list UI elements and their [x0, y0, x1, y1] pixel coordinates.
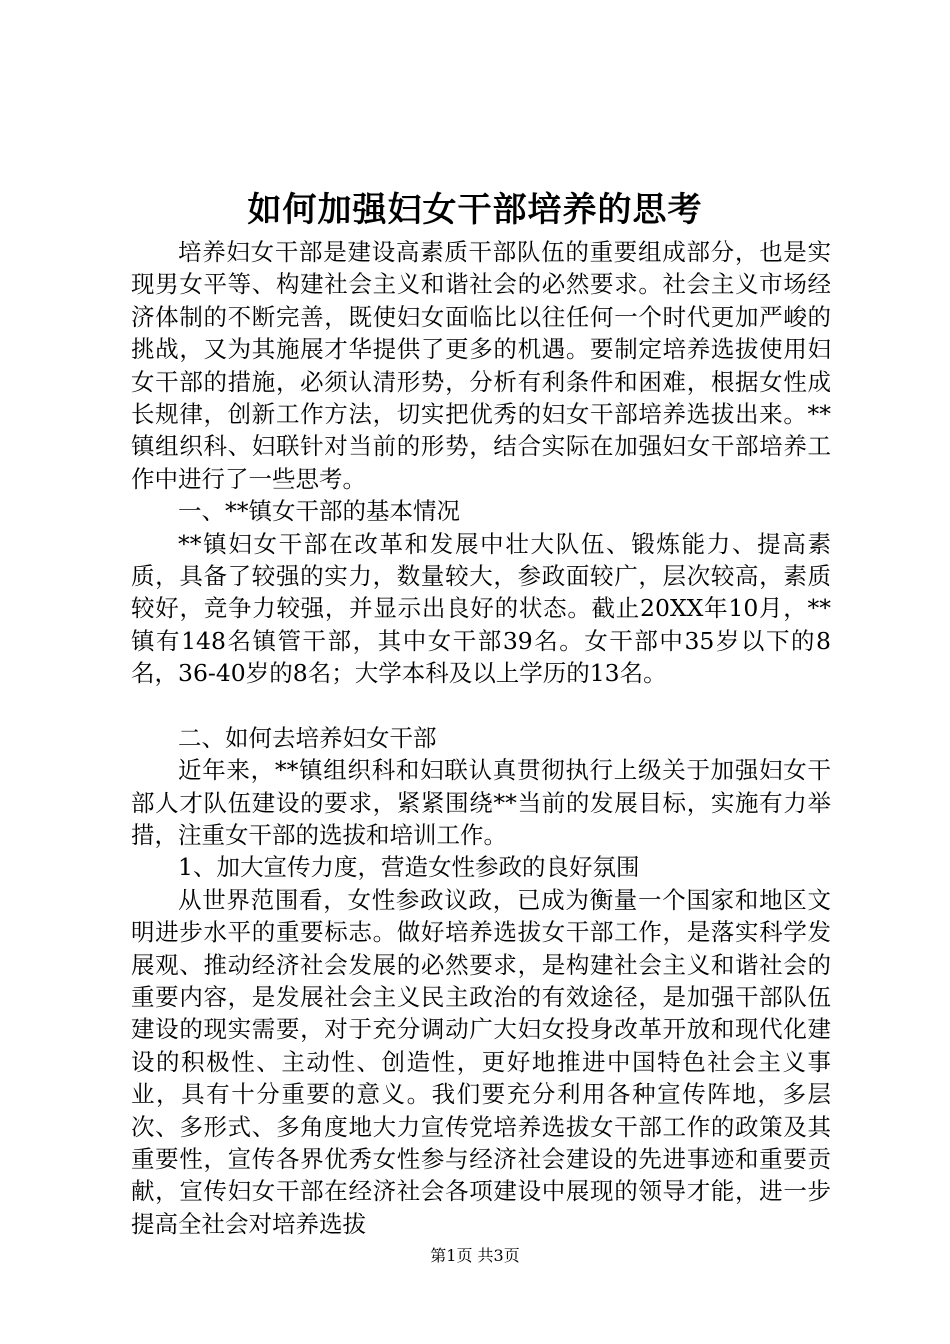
document-title: 如何加强妇女干部培养的思考: [247, 190, 703, 230]
document-body: [131, 236, 831, 1240]
page-number-footer: 第1页 共3页: [430, 1246, 520, 1265]
section-heading-1: 一、**镇女干部的基本情况: [178, 497, 460, 526]
basic-situation-paragraph: **镇妇女干部在改革和发展中壮大队伍、锻炼能力、提高素质，具备了较强的实力，数量较大，参政面较广，层次较高，素质较好，竞争力较强，并显示出良好的状态。截止20XX年10月，**镇有148名镇管干部，其中女干部39名。女干部中35岁以下的8名，36-40岁的8名；大学本科及以上学历的13名。: [131, 529, 831, 688]
intro-paragraph: 培养妇女干部是建设高素质干部队伍的重要组成部分，也是实现男女平等、构建社会主义和谐社会的必然要求。社会主义市场经济体制的不断完善，既使妇女面临比以往任何一个时代更加严峻的挑战，又为其施展才华提供了更多的机遇。要制定培养选拔使用妇女干部的措施，必须认清形势，分析有利条件和困难，根据女性成长规律，创新工作方法，切实把优秀的妇女干部培养选拔出来。**镇组织科、妇联针对当前的形势，结合实际在加强妇女干部培养工作中进行了一些思考。: [131, 238, 831, 493]
publicity-paragraph: 从世界范围看，女性参政议政，已成为衡量一个国家和地区文明进步水平的重要标志。做好培养选拔女干部工作，是落实科学发展观、推动经济社会发展的必然要求，是构建社会主义和谐社会的重要内容，是发展社会主义民主政治的有效途径，是加强干部队伍建设的现实需要，对于充分调动广大妇女投身改革开放和现代化建设的积极性、主动性、创造性，更好地推进中国特色社会主义事业，具有十分重要的意义。我们要充分利用各种宣传阵地，多层次、多形式、多角度地大力宣传党培养选拔女干部工作的政策及其重要性，宣传各界优秀女性参与经济社会建设的先进事迹和重要贡献，宣传妇女干部在经济社会各项建设中展现的领导才能，进一步提高全社会对培养选拔: [131, 885, 831, 1238]
section-heading-2: 二、如何去培养妇女干部: [178, 723, 437, 752]
subsection-heading-1: 1、加大宣传力度，营造女性参政的良好氛围: [178, 853, 640, 882]
recent-years-paragraph: 近年来，**镇组织科和妇联认真贯彻执行上级关于加强妇女干部人才队伍建设的要求，紧紧围绕**当前的发展目标，实施有力举措，注重女干部的选拔和培训工作。: [131, 756, 831, 849]
